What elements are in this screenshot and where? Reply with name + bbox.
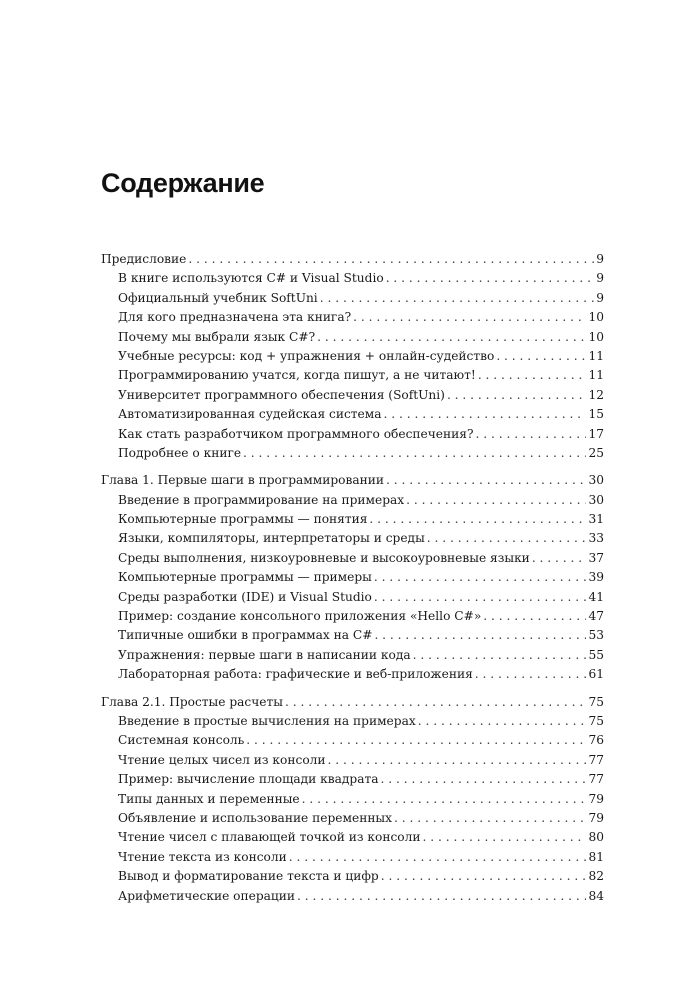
toc-page-number: 80 xyxy=(588,830,604,845)
toc-entry-label: В книге используются C# и Visual Studio xyxy=(118,271,384,286)
toc-page-number: 41 xyxy=(588,589,604,604)
toc-page-number: 77 xyxy=(588,772,604,787)
toc-dot-leader xyxy=(427,529,587,548)
toc-page-number: 75 xyxy=(588,694,604,709)
toc-entry-label: Глава 1. Первые шаги в программировании xyxy=(101,473,385,488)
toc-subentry xyxy=(101,665,604,684)
toc-page-number: 81 xyxy=(588,849,604,864)
toc-entry-label: Глава 2.1. Простые расчеты xyxy=(101,694,283,709)
toc-subentry xyxy=(101,607,604,626)
toc-dot-leader xyxy=(328,751,587,770)
toc-subentry xyxy=(101,588,604,607)
toc-dot-leader xyxy=(289,848,587,867)
toc-dot-leader xyxy=(320,289,595,308)
toc-entry-label: Чтение чисел с плавающей точкой из консоли xyxy=(118,830,421,845)
toc-subentry xyxy=(101,308,604,327)
toc-page-number: 30 xyxy=(588,492,604,507)
toc-subentry xyxy=(101,444,604,463)
toc-page-number: 33 xyxy=(588,531,604,546)
toc-page-number: 11 xyxy=(588,368,604,383)
toc-dot-leader xyxy=(381,867,587,886)
toc-dot-leader xyxy=(475,665,587,684)
toc-page-number: 39 xyxy=(588,570,604,585)
toc-page-number: 30 xyxy=(588,473,604,488)
toc-section xyxy=(101,250,604,463)
toc-page-number: 37 xyxy=(588,550,604,565)
toc-dot-leader xyxy=(188,250,594,269)
toc-entry-label: Пример: вычисление площади квадрата xyxy=(118,772,379,787)
toc-page-number: 25 xyxy=(588,445,604,460)
toc-entry-label: Пример: создание консольного приложения «Hello C#» xyxy=(118,609,482,624)
toc-entry-label: Автоматизированная судейская система xyxy=(118,407,382,422)
toc-subentry xyxy=(101,269,604,288)
toc-entry-label: Лабораторная работа: графические и веб-приложения xyxy=(118,667,473,682)
toc-dot-leader xyxy=(447,386,587,405)
toc-subentry xyxy=(101,405,604,424)
toc-entry-label: Компьютерные программы — примеры xyxy=(118,570,372,585)
toc-subentry xyxy=(101,386,604,405)
toc-dot-leader xyxy=(285,693,587,712)
toc-page-number: 79 xyxy=(588,791,604,806)
toc-entry-label: Арифметические операции xyxy=(118,888,295,903)
toc-dot-leader xyxy=(383,405,586,424)
toc-entry-label: Упражнения: первые шаги в написании кода xyxy=(118,647,411,662)
toc-page-number: 10 xyxy=(588,329,604,344)
toc-subentry xyxy=(101,529,604,548)
toc-subentry xyxy=(101,568,604,587)
toc-subentry xyxy=(101,491,604,510)
toc-dot-leader xyxy=(374,568,587,587)
toc-subentry xyxy=(101,289,604,308)
toc-page-number: 11 xyxy=(588,348,604,363)
toc-entry-label: Языки, компиляторы, интерпретаторы и среды xyxy=(118,531,425,546)
toc-entry-label: Учебные ресурсы: код + упражнения + онлайн-судейство xyxy=(118,348,495,363)
toc-subentry xyxy=(101,848,604,867)
toc-page-number: 47 xyxy=(588,609,604,624)
toc-page-number: 12 xyxy=(588,387,604,402)
toc-subentry xyxy=(101,712,604,731)
toc-page-number: 10 xyxy=(588,310,604,325)
toc-entry-label: Компьютерные программы — понятия xyxy=(118,512,368,527)
toc-page-number: 77 xyxy=(588,752,604,767)
toc-subentry xyxy=(101,867,604,886)
toc-page-number: 53 xyxy=(588,628,604,643)
toc-dot-leader xyxy=(317,328,586,347)
toc-subentry xyxy=(101,328,604,347)
toc-page-number: 55 xyxy=(588,647,604,662)
toc-entry-label: Введение в простые вычисления на примерах xyxy=(118,713,416,728)
toc-subentry xyxy=(101,549,604,568)
toc-entry-label: Программированию учатся, когда пишут, а не читают! xyxy=(118,368,476,383)
toc-dot-leader xyxy=(369,510,586,529)
toc-subentry xyxy=(101,347,604,366)
toc-subentry xyxy=(101,751,604,770)
toc-dot-leader xyxy=(423,828,587,847)
toc-subentry xyxy=(101,828,604,847)
toc-dot-leader xyxy=(381,770,587,789)
toc-entry-label: Объявление и использование переменных xyxy=(118,810,393,825)
toc-subentry xyxy=(101,809,604,828)
toc-entry-label: Типы данных и переменные xyxy=(118,791,300,806)
toc-dot-leader xyxy=(532,549,587,568)
toc-entry-label: Среды разработки (IDE) и Visual Studio xyxy=(118,589,372,604)
toc-subentry xyxy=(101,770,604,789)
toc-subentry xyxy=(101,790,604,809)
toc-dot-leader xyxy=(496,347,586,366)
toc-entry-label: Предисловие xyxy=(101,252,187,266)
toc-entry-label: Чтение текста из консоли xyxy=(118,849,287,864)
toc-section xyxy=(101,471,604,684)
toc-page-number: 79 xyxy=(588,810,604,825)
toc-chapter-entry xyxy=(101,693,604,712)
toc-entry-label: Для кого предназначена эта книга? xyxy=(118,310,352,325)
toc-subentry xyxy=(101,887,604,906)
toc-dot-leader xyxy=(246,731,586,750)
toc-page-number: 9 xyxy=(596,290,604,305)
toc-entry-label: Введение в программирование на примерах xyxy=(118,492,405,507)
toc-entry-label: Почему мы выбрали язык C#? xyxy=(118,329,316,344)
toc-dot-leader xyxy=(386,471,586,490)
toc-entry-label: Чтение целых чисел из консоли xyxy=(118,752,326,767)
toc-page-number: 61 xyxy=(588,667,604,682)
toc-entry-label: Типичные ошибки в программах на C# xyxy=(118,628,373,643)
toc-subentry xyxy=(101,626,604,645)
toc-page-number: 17 xyxy=(588,426,604,441)
toc-dot-leader xyxy=(374,588,587,607)
toc-dot-leader xyxy=(374,626,586,645)
toc-entry-label: Вывод и форматирование текста и цифр xyxy=(118,869,379,884)
toc-subentry xyxy=(101,731,604,750)
toc-dot-leader xyxy=(476,425,587,444)
toc-entry-label: Системная консоль xyxy=(118,733,245,748)
toc-entry-label: Подробнее о книге xyxy=(118,445,242,460)
toc-subentry xyxy=(101,646,604,665)
toc-dot-leader xyxy=(478,366,587,385)
toc-entry-label: Официальный учебник SoftUni xyxy=(118,290,318,305)
toc-dot-leader xyxy=(413,646,587,665)
toc-entry-label: Как стать разработчиком программного обеспечения? xyxy=(118,426,474,441)
toc-dot-leader xyxy=(394,809,586,828)
toc-chapter-entry xyxy=(101,250,604,269)
toc-page-number: 15 xyxy=(588,407,604,422)
toc-page-number: 9 xyxy=(596,271,604,286)
toc-chapter-entry xyxy=(101,471,604,490)
table-of-contents xyxy=(101,250,604,914)
toc-page-number: 31 xyxy=(588,512,604,527)
toc-entry-label: Среды выполнения, низкоуровневые и высокоуровневые языки xyxy=(118,550,530,565)
toc-subentry xyxy=(101,366,604,385)
toc-dot-leader xyxy=(302,790,587,809)
toc-dot-leader xyxy=(406,491,586,510)
toc-entry-label: Университет программного обеспечения (SoftUni) xyxy=(118,387,445,402)
toc-subentry xyxy=(101,425,604,444)
toc-page-number: 76 xyxy=(588,733,604,748)
toc-page-number: 9 xyxy=(596,252,604,266)
page-title: Содержание xyxy=(101,168,265,198)
toc-dot-leader xyxy=(353,308,586,327)
toc-dot-leader xyxy=(243,444,586,463)
toc-page-number: 75 xyxy=(588,713,604,728)
toc-dot-leader xyxy=(483,607,586,626)
toc-dot-leader xyxy=(297,887,586,906)
toc-section xyxy=(101,693,604,906)
toc-dot-leader xyxy=(418,712,587,731)
toc-dot-leader xyxy=(386,269,595,288)
toc-page-number: 84 xyxy=(588,888,604,903)
toc-page-number: 82 xyxy=(588,869,604,884)
toc-subentry xyxy=(101,510,604,529)
